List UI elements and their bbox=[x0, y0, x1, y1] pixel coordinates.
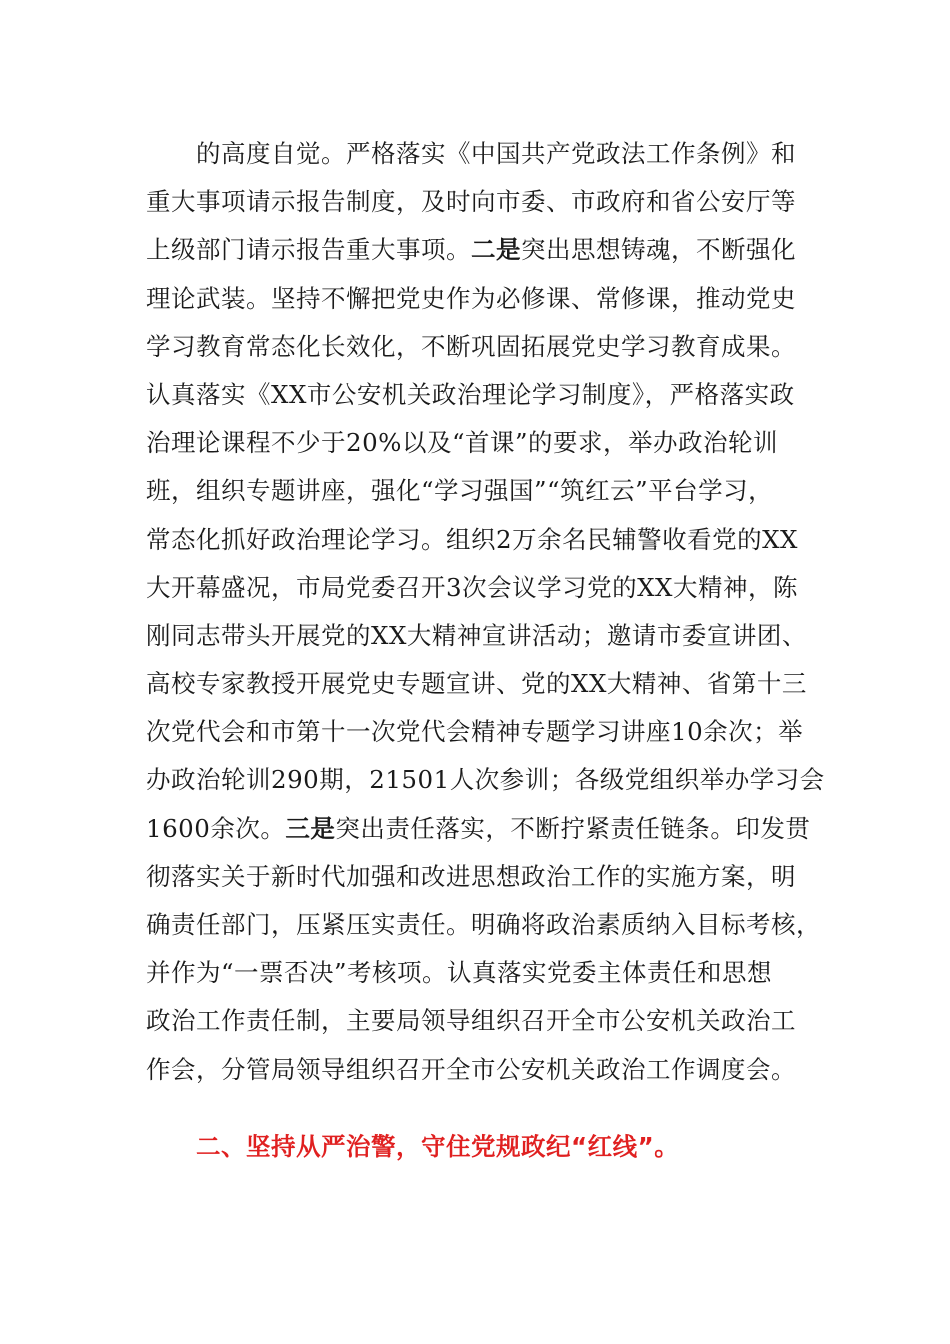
text-line: 并作为“一票否决”考核项。认真落实党委主体责任和思想 bbox=[146, 958, 773, 988]
text-line: 政治工作责任制，主要局领导组织召开全市公安机关政治工 bbox=[146, 1006, 796, 1036]
text-line: 治理论课程不少于20%以及“首课”的要求，举办政治轮训 bbox=[146, 428, 779, 458]
text-line: 彻落实关于新时代加强和改进思想政治工作的实施方案，明 bbox=[146, 861, 796, 891]
text-line: 班，组织专题讲座，强化“学习强国”“筑红云”平台学习， bbox=[146, 476, 774, 506]
text-line: 确责任部门，压紧压实责任。明确将政治素质纳入目标考核， bbox=[146, 910, 821, 939]
body-paragraph bbox=[146, 130, 825, 1094]
text-line: 理论武装。坚持不懈把党史作为必修课、常修课，推动党史 bbox=[146, 283, 796, 313]
text-line: 次党代会和市第十一次党代会精神专题学习讲座10余次；举 bbox=[146, 717, 804, 747]
bold-marker: 三是 bbox=[285, 813, 336, 843]
text-line: 的高度自觉。严格落实《中国共产党政法工作条例》和 bbox=[146, 139, 796, 168]
text-line: 办政治轮训290期，21501人次参训；各级党组织举办学习会 bbox=[146, 765, 825, 795]
text-line: 重大事项请示报告制度，及时向市委、市政府和省公安厅等 bbox=[146, 187, 796, 217]
text-segment: 1600余次。 bbox=[146, 813, 286, 843]
text-line: 学习教育常态化长效化，不断巩固拓展党史学习教育成果。 bbox=[146, 331, 796, 361]
bold-marker: 二是 bbox=[471, 235, 521, 265]
text-line: 大开幕盛况，市局党委召开3次会议学习党的XX大精神，陈 bbox=[146, 572, 798, 602]
text-line bbox=[146, 805, 811, 853]
text-segment: 突出思想铸魂，不断强化 bbox=[521, 235, 796, 265]
text-line: 高校专家教授开展党史专题宣讲、党的XX大精神、省第十三 bbox=[146, 669, 807, 699]
text-segment: 上级部门请示报告重大事项。 bbox=[146, 235, 471, 265]
text-line bbox=[146, 226, 806, 274]
text-line: 认真落实《XX市公安机关政治理论学习制度》，严格落实政 bbox=[146, 379, 795, 409]
text-segment: 突出责任落实，不断拧紧责任链条。印发贯 bbox=[335, 813, 811, 843]
text-line: 常态化抓好政治理论学习。组织2万余名民辅警收看党的XX bbox=[146, 524, 798, 554]
text-line: 刚同志带头开展党的XX大精神宣讲活动；邀请市委宣讲团、 bbox=[146, 620, 807, 650]
text-line: 作会，分管局领导组织召开全市公安机关政治工作调度会。 bbox=[146, 1054, 796, 1084]
section-heading: 二、坚持从严治警，守住党规政纪“红线”。 bbox=[196, 1132, 680, 1161]
